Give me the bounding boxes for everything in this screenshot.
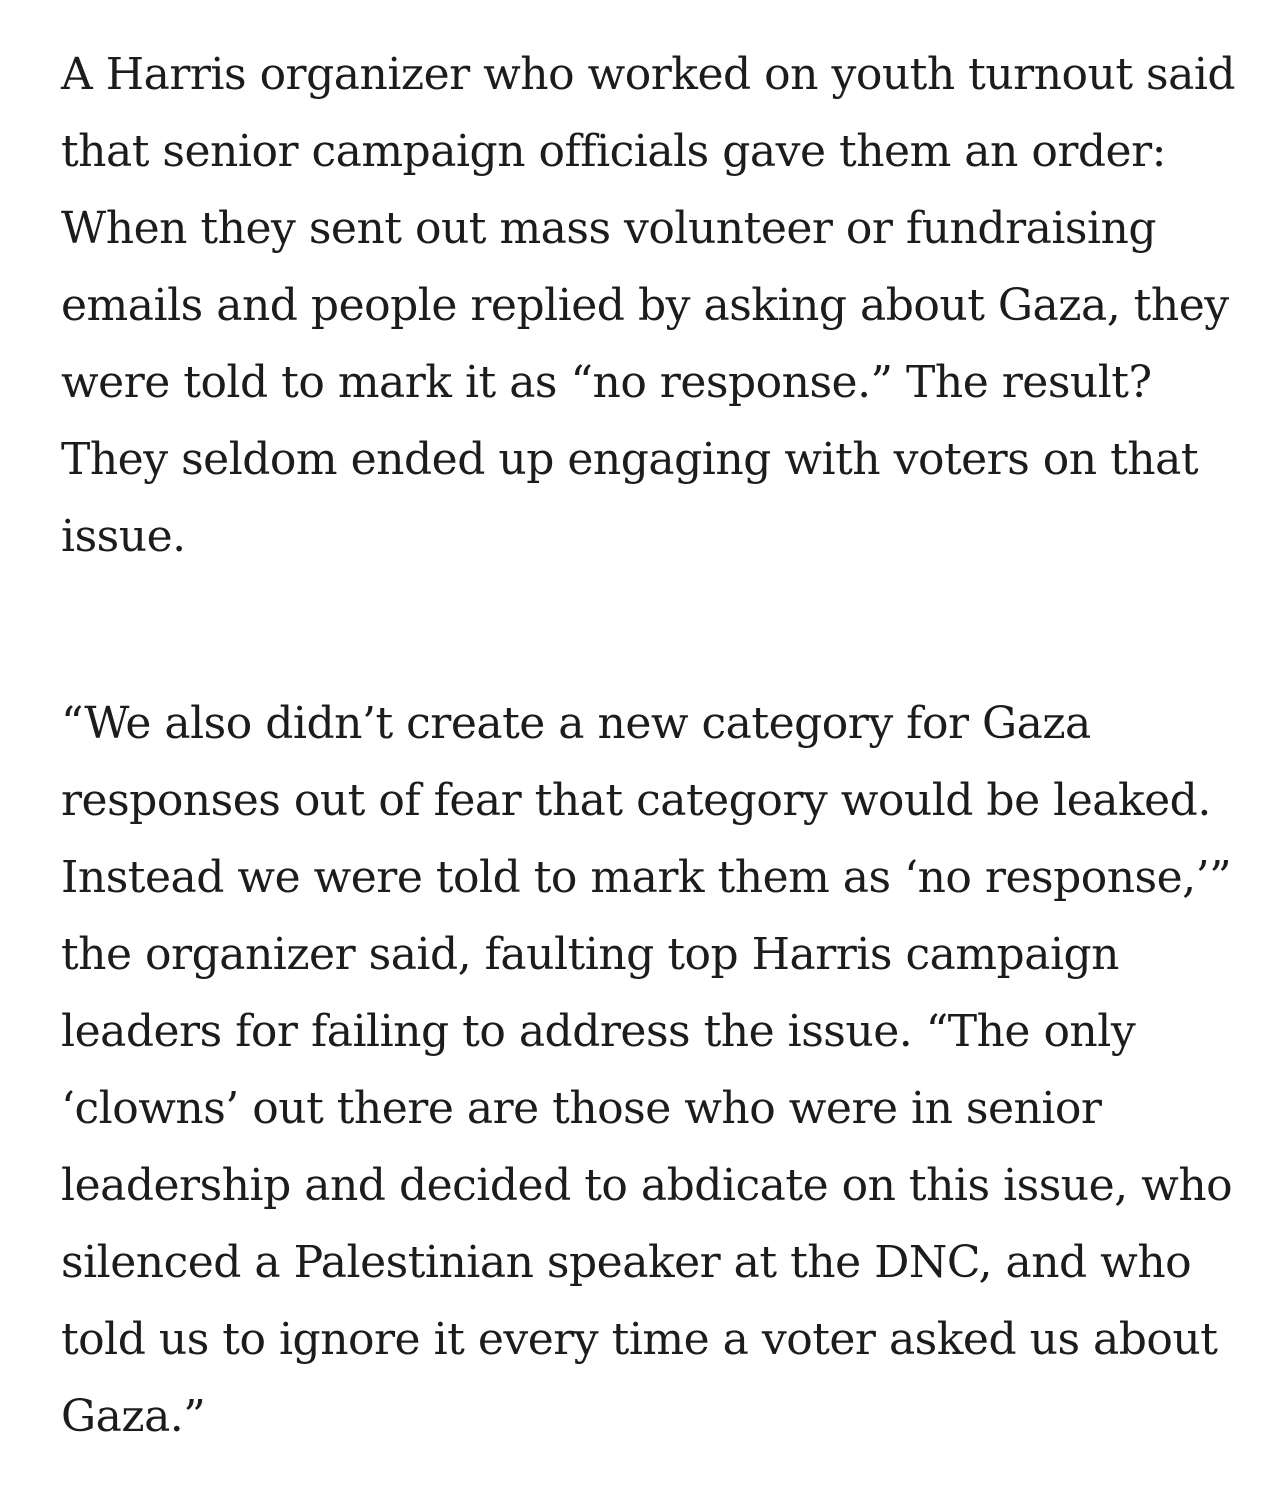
text-line: Gaza.” xyxy=(61,1391,206,1442)
text-line: ‘clowns’ out there are those who were in senior xyxy=(61,1083,1102,1134)
text-line: leaders for failing to address the issue. “The only xyxy=(61,1006,1136,1057)
text-line: that senior campaign officials gave them an order: xyxy=(61,126,1166,177)
text-line: Instead we were told to mark them as ‘no response,’” xyxy=(61,852,1232,903)
text-line: emails and people replied by asking about Gaza, they xyxy=(61,280,1229,331)
text-line: issue. xyxy=(61,511,186,562)
text-line: the organizer said, faulting top Harris campaign xyxy=(61,929,1120,980)
text-line: silenced a Palestinian speaker at the DNC, and who xyxy=(61,1237,1192,1288)
paragraph-2 xyxy=(61,685,1233,1455)
text-line: leadership and decided to abdicate on this issue, who xyxy=(61,1160,1233,1211)
text-line: When they sent out mass volunteer or fundraising xyxy=(61,203,1157,254)
text-line: They seldom ended up engaging with voters on that xyxy=(61,434,1199,485)
text-line: told us to ignore it every time a voter asked us about xyxy=(61,1314,1218,1365)
text-line: were told to mark it as “no response.” The result? xyxy=(61,357,1152,408)
text-line: A Harris organizer who worked on youth turnout said xyxy=(61,49,1236,100)
paragraph-1 xyxy=(61,36,1236,575)
text-line: “We also didn’t create a new category for Gaza xyxy=(61,698,1091,749)
text-line: responses out of fear that category would be leaked. xyxy=(61,775,1211,826)
